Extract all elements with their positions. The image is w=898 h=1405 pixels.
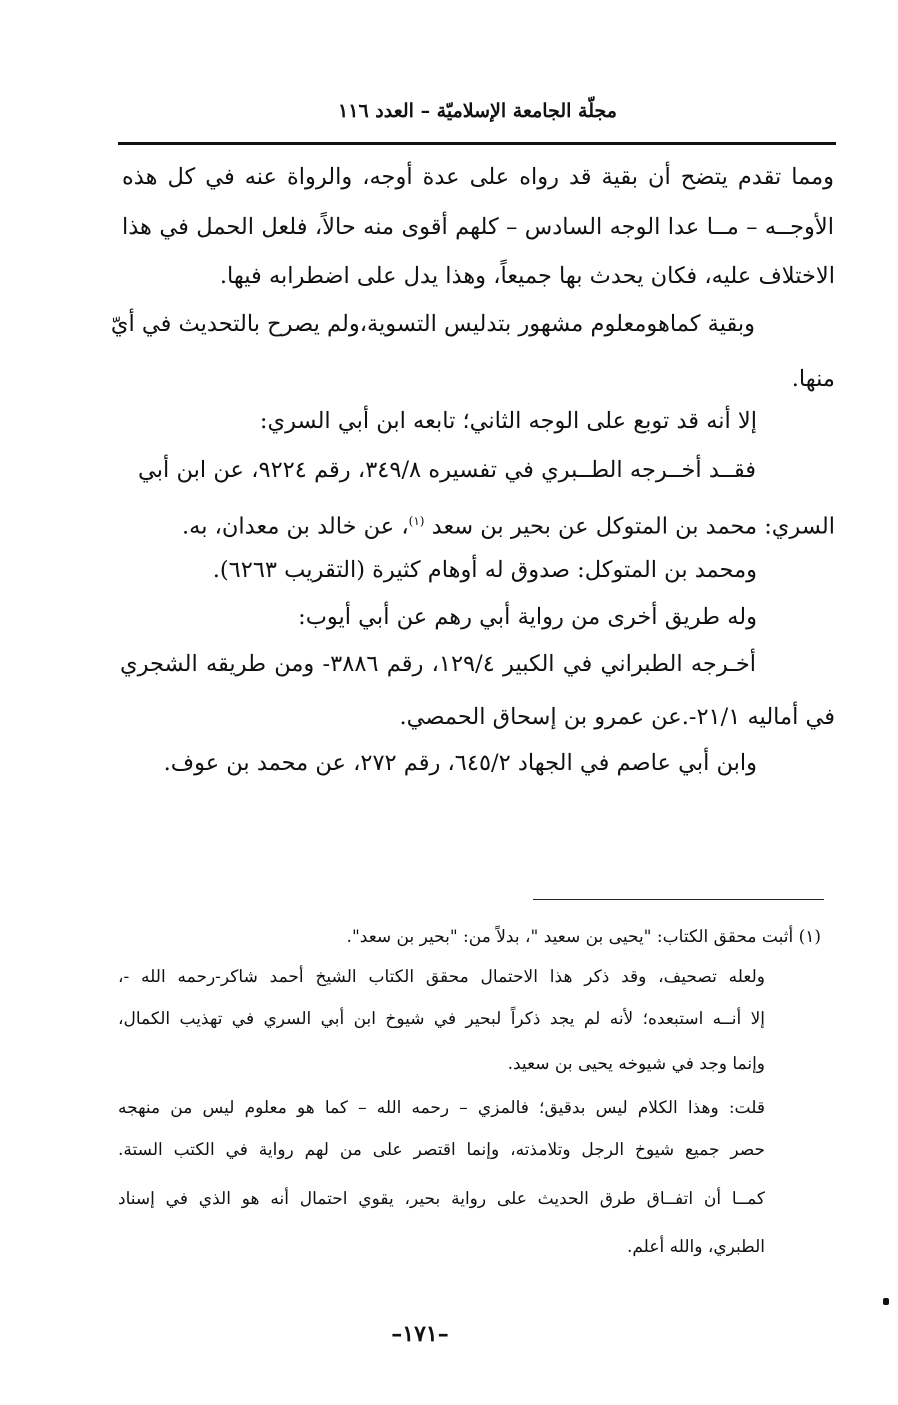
body-line-4: وبقية كماهومعلوم مشهور بتدليس التسوية،ولم يصرح بالتحديث في أيّ (110, 311, 755, 337)
body-line-2: الأوجــه – مــا عدا الوجه السادس – كلهم أقوى منه حالاً، فلعل الحمل في هذا (122, 214, 834, 240)
body-line-3: الاختلاف عليه، فكان يحدث بها جميعاً، وهذا يدل على اضطرابه فيها. (219, 263, 835, 289)
body-line-8-text-b: ، عن خالد بن معدان، به. (182, 513, 409, 540)
body-line-8 (182, 506, 835, 542)
body-line-11: أخـرجه الطبراني في الكبير ١٢٩/٤، رقم ٣٨٨٦- ومن طريقه الشجري (120, 651, 756, 677)
header-divider (118, 142, 836, 145)
scan-artifact (883, 1298, 889, 1305)
footnote-line-8: الطبري، والله أعلم. (626, 1237, 765, 1257)
footnote-divider (533, 899, 824, 900)
body-line-9: ومحمد بن المتوكل: صدوق له أوهام كثيرة (التقريب ٦٢٦٣). (212, 557, 757, 583)
body-line-8-text-a: السري: محمد بن المتوكل عن بحير بن سعد (424, 513, 835, 540)
footnote-line-4: وإنما وجد في شيوخه يحيى بن سعيد. (507, 1054, 765, 1074)
page-number: –١٧١– (391, 1321, 449, 1347)
body-line-10: وله طريق أخرى من رواية أبي رهم عن أبي أيوب: (298, 604, 757, 630)
body-line-1: ومما تقدم يتضح أن بقية قد رواه على عدة أوجه، والرواة عنه في كل هذه (122, 164, 834, 190)
footnote-line-2: ولعله تصحيف، وقد ذكر هذا الاحتمال محقق الكتاب الشيخ أحمد شاكر-رحمه الله -، (118, 967, 765, 987)
footnote-line-7: كمــا أن اتفــاق طرق الحديث على رواية بحير، يقوي احتمال أنه هو الذي في إسناد (118, 1189, 765, 1209)
body-line-5: منها. (791, 366, 835, 392)
footnote-line-6: حصر جميع شيوخ الرجل وتلامذته، وإنما اقتصر على من لهم رواية في الكتب الستة. (118, 1140, 765, 1160)
footnote-line-5: قلت: وهذا الكلام ليس بدقيق؛ فالمزي – رحمه الله – كما هو معلوم ليس من منهجه (118, 1098, 765, 1118)
body-line-13: وابن أبي عاصم في الجهاد ٦٤٥/٢، رقم ٢٧٢، عن محمد بن عوف. (163, 750, 757, 776)
footnote-reference: (١) (408, 514, 425, 528)
footnote-line-1: (١) أثبت محقق الكتاب: "يحيى بن سعيد "، بدلاً من: "بحير بن سعد". (346, 927, 821, 947)
body-line-7: فقــد أخــرجه الطــبري في تفسيره ٣٤٩/٨، رقم ٩٢٢٤، عن ابن أبي (138, 457, 756, 483)
journal-header-title: مجلّة الجامعة الإسلاميّة – العدد ١١٦ (338, 100, 617, 122)
footnote-line-3: إلا أنــه استبعده؛ لأنه لم يجد ذكراً لبحير في شيوخ ابن أبي السري في تهذيب الكمال، (118, 1009, 765, 1029)
body-line-12: في أماليه ٢١/١-.عن عمرو بن إسحاق الحمصي. (399, 704, 835, 730)
body-line-6: إلا أنه قد توبع على الوجه الثاني؛ تابعه ابن أبي السري: (259, 408, 757, 434)
